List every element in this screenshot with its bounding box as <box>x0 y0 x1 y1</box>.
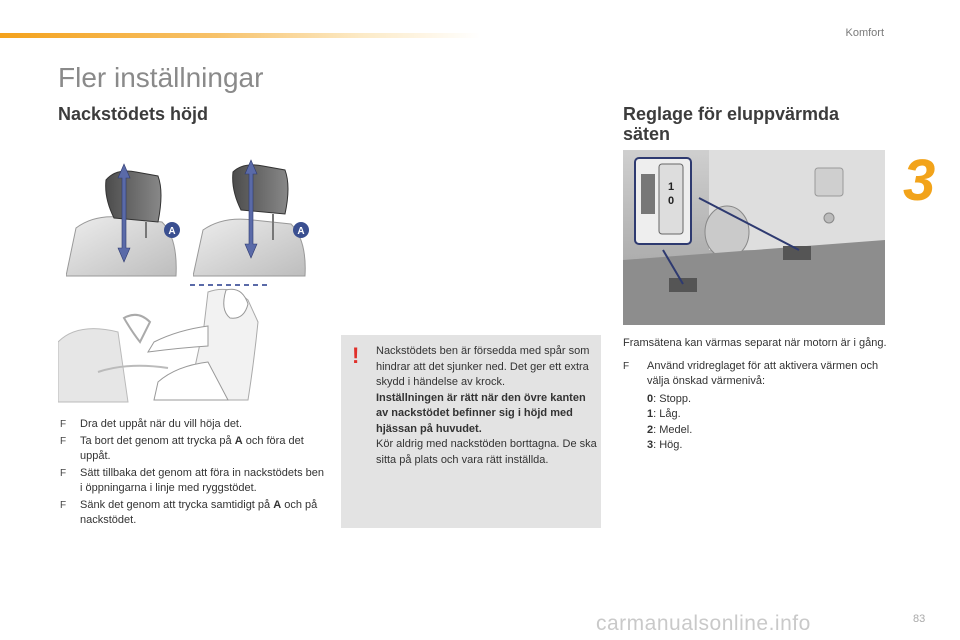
list-item: F Ta bort det genom att trycka på A och föra det uppåt. <box>60 434 304 462</box>
headrest-figure-2 <box>193 158 315 278</box>
dial-label-1: 1 <box>667 181 675 193</box>
list-item: F Sätt tillbaka det genom att föra in nackstödets ben i öppningarna i linje med ryggstödet. <box>60 466 324 494</box>
watermark: carmanualsonline.info <box>596 612 811 635</box>
section-heading-headrest: Nackstödets höjd <box>58 104 209 124</box>
dial-label-0: 0 <box>667 195 675 207</box>
headrest-instructions <box>60 417 325 530</box>
seat-heating-figure <box>623 150 885 325</box>
driver-seat-figure <box>58 282 278 404</box>
callout-a-label-2: A <box>297 226 305 237</box>
callout-a-label: A <box>168 226 176 237</box>
header-accent-bar <box>0 33 480 38</box>
list-item: F Sänk det genom att trycka samtidigt på A och på nackstödet. <box>60 498 318 526</box>
intro-text: Framsätena kan värmas separat när motorn är i gång. <box>623 337 887 349</box>
chapter-number: 3 <box>903 148 936 213</box>
page-title: Fler inställningar <box>58 62 264 93</box>
warning-box <box>341 335 601 528</box>
exclamation-icon: ! <box>352 343 360 368</box>
seat-heating-text <box>623 336 888 454</box>
section-title: Komfort <box>845 27 884 39</box>
page-number: 83 <box>913 613 926 625</box>
section-heading-seat-heating: Reglage för eluppvärmda säten <box>623 104 840 144</box>
warning-text: Nackstödets ben är försedda med spår som hindrar att det sjunker ned. Det ger ett extra skydd i händelse av krock. Inställningen är rätt när den övre kanten av nackstödet befinner sig i höjd med hjässan på huvudet. Kör aldrig med nackstöden borttagna. De ska sitta på plats och vara rätt inställda. <box>376 345 597 466</box>
list-item: F Använd vridreglaget för att aktivera värmen och välja önskad värmenivå: 0: Stopp. 1: Låg. 2: Medel. 3: Hög. <box>623 359 879 451</box>
headrest-figure-1 <box>66 158 186 278</box>
list-item: F Dra det uppåt när du vill höja det. <box>60 418 243 430</box>
